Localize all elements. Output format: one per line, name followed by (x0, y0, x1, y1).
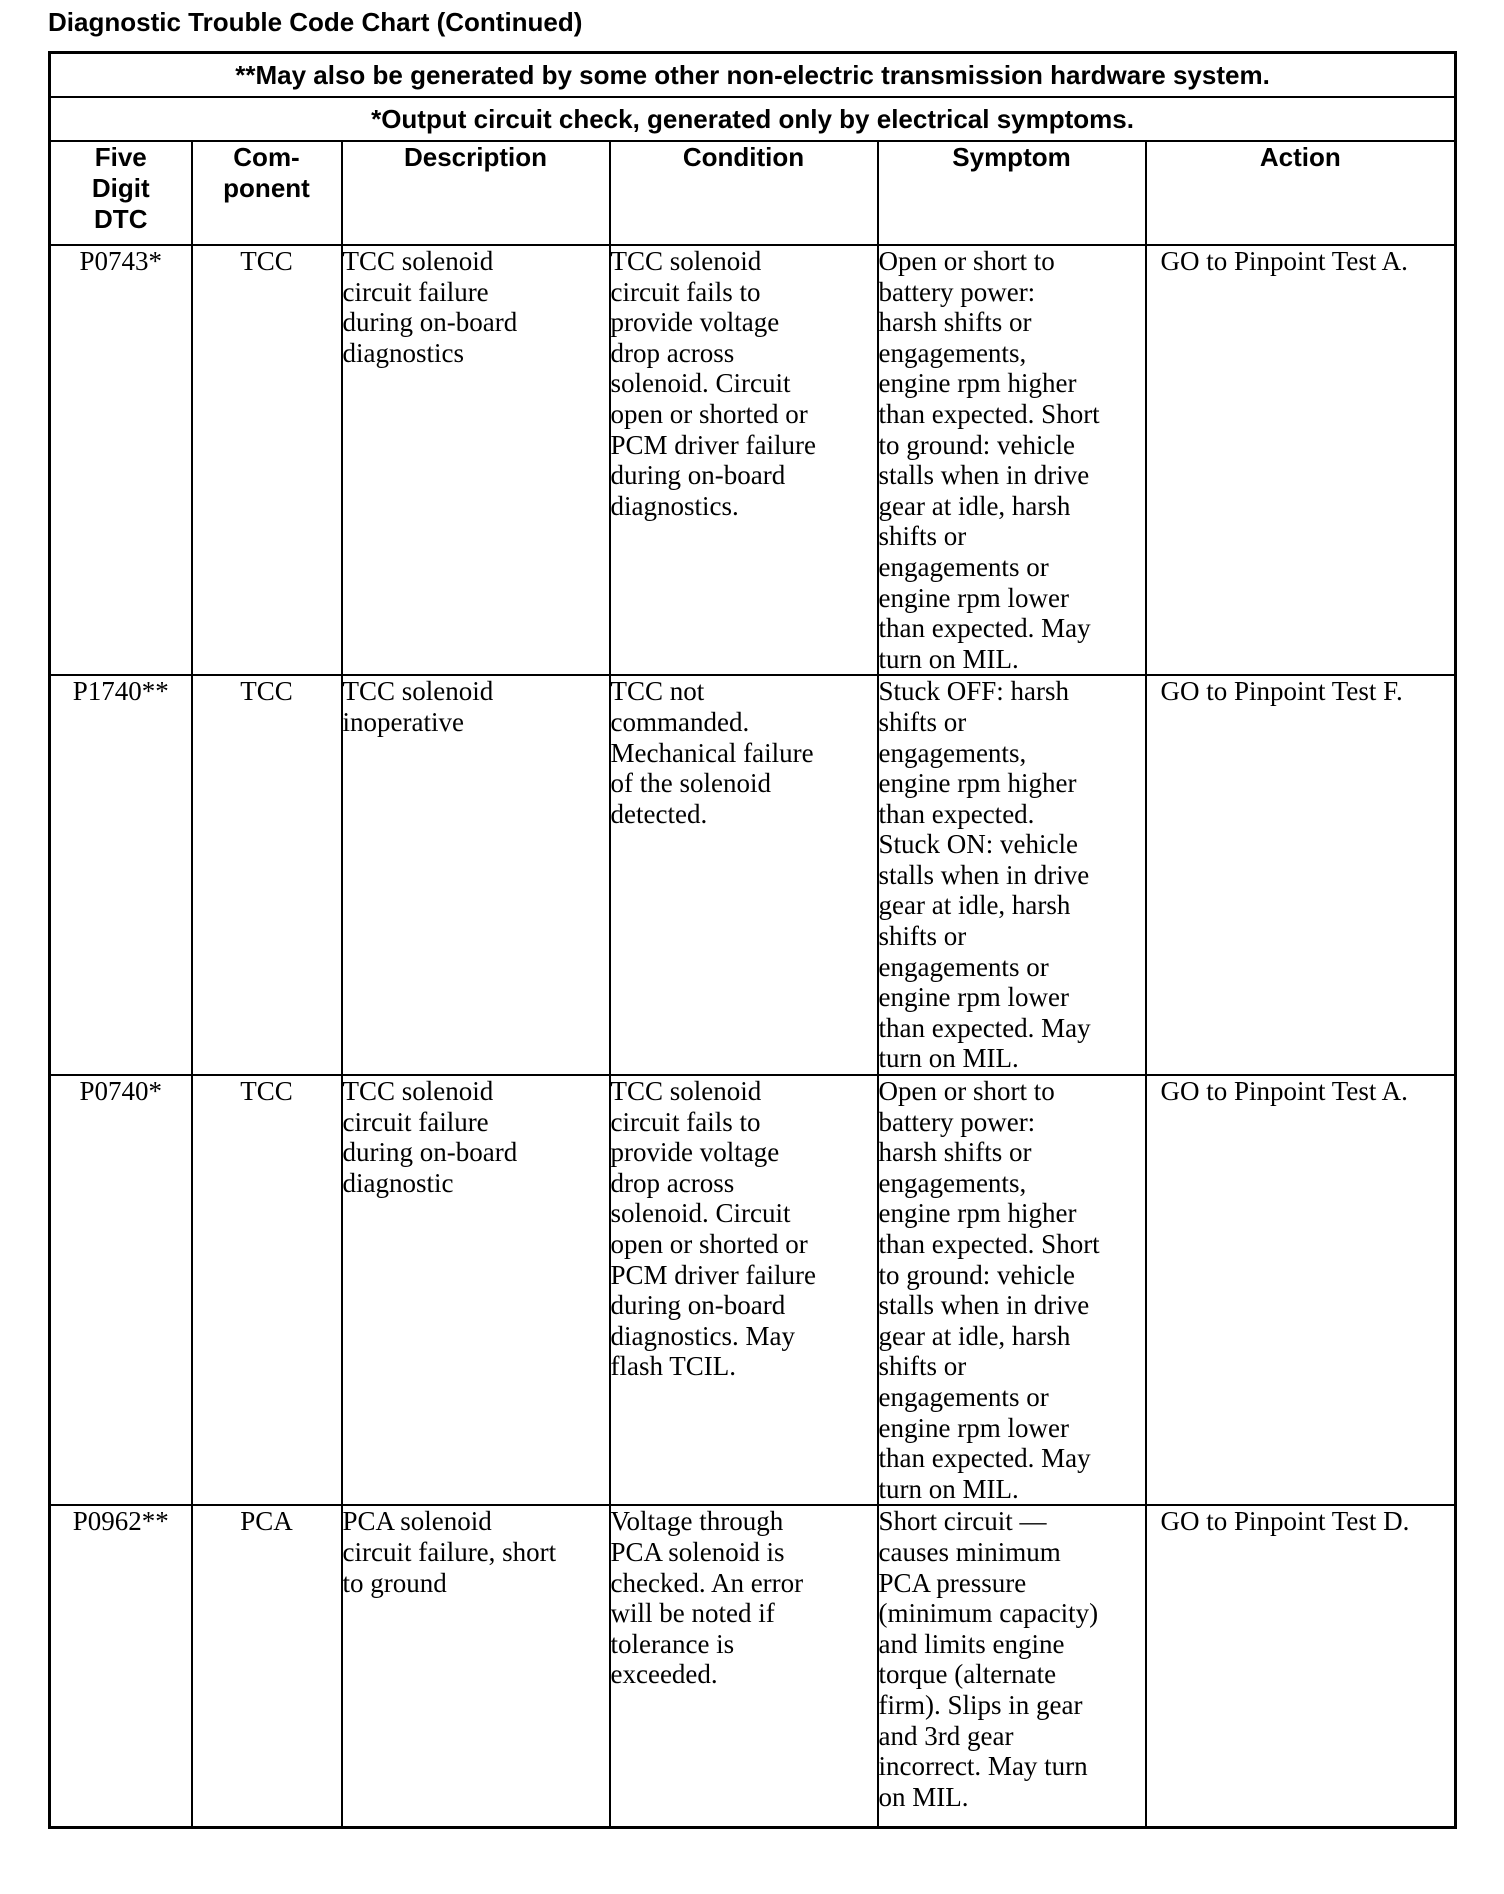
condition: TCC not commanded. Mechanical failure of the solenoid detected. (610, 675, 878, 1075)
component: TCC (192, 245, 342, 675)
component: TCC (192, 675, 342, 1075)
column-header-description: Description (342, 141, 610, 245)
column-header-condition: Condition (610, 141, 878, 245)
component: PCA (192, 1505, 342, 1827)
action: GO to Pinpoint Test A. (1146, 245, 1456, 675)
condition: TCC solenoid circuit fails to provide voltage drop across solenoid. Circuit open or shorted or PCM driver failure during on-board diagnostics. May flash TCIL. (610, 1075, 878, 1505)
column-header-dtc: Five Digit DTC (50, 141, 192, 245)
description: TCC solenoid circuit failure during on-board diagnostic (342, 1075, 610, 1505)
table-row (50, 1075, 1456, 1505)
table-row (50, 245, 1456, 675)
note-row-1 (50, 53, 1456, 98)
condition: Voltage through PCA solenoid is checked. An error will be noted if tolerance is exceeded. (610, 1505, 878, 1827)
symptom: Short circuit — causes minimum PCA pressure (minimum capacity) and limits engine torque (alternate firm). Slips in gear and 3rd gear incorrect. May turn on MIL. (878, 1505, 1146, 1827)
column-header-component: Com- ponent (192, 141, 342, 245)
dtc-code: P0962** (50, 1505, 192, 1827)
note-row-2 (50, 97, 1456, 141)
dtc-code: P0743* (50, 245, 192, 675)
action: GO to Pinpoint Test A. (1146, 1075, 1456, 1505)
condition: TCC solenoid circuit fails to provide voltage drop across solenoid. Circuit open or shorted or PCM driver failure during on-board diagnostics. (610, 245, 878, 675)
symptom: Stuck OFF: harsh shifts or engagements, engine rpm higher than expected. Stuck ON: vehicle stalls when in drive gear at idle, harsh shifts or engagements or engine rpm lower than expected. May turn on MIL. (878, 675, 1146, 1075)
table-row (50, 1505, 1456, 1827)
symptom: Open or short to battery power: harsh shifts or engagements, engine rpm higher than expected. Short to ground: vehicle stalls when in drive gear at idle, harsh shifts or engagements or engine rpm lower than expected. May turn on MIL. (878, 1075, 1146, 1505)
note-hardware-system: **May also be generated by some other non-electric transmission hardware system. (50, 53, 1456, 98)
description: PCA solenoid circuit failure, short to ground (342, 1505, 610, 1827)
dtc-code: P0740* (50, 1075, 192, 1505)
header-row (50, 141, 1456, 245)
description: TCC solenoid circuit failure during on-board diagnostics (342, 245, 610, 675)
component: TCC (192, 1075, 342, 1505)
description: TCC solenoid inoperative (342, 675, 610, 1075)
note-output-circuit-check: *Output circuit check, generated only by electrical symptoms. (50, 97, 1456, 141)
dtc-code: P1740** (50, 675, 192, 1075)
symptom: Open or short to battery power: harsh shifts or engagements, engine rpm higher than expected. Short to ground: vehicle stalls when in drive gear at idle, harsh shifts or engagements or engine rpm lower than expected. May turn on MIL. (878, 245, 1146, 675)
dtc-chart-table (48, 51, 1457, 1829)
column-header-action: Action (1146, 141, 1456, 245)
table-row (50, 675, 1456, 1075)
action: GO to Pinpoint Test F. (1146, 675, 1456, 1075)
column-header-symptom: Symptom (878, 141, 1146, 245)
action: GO to Pinpoint Test D. (1146, 1505, 1456, 1827)
page-title: Diagnostic Trouble Code Chart (Continued) (48, 7, 583, 37)
